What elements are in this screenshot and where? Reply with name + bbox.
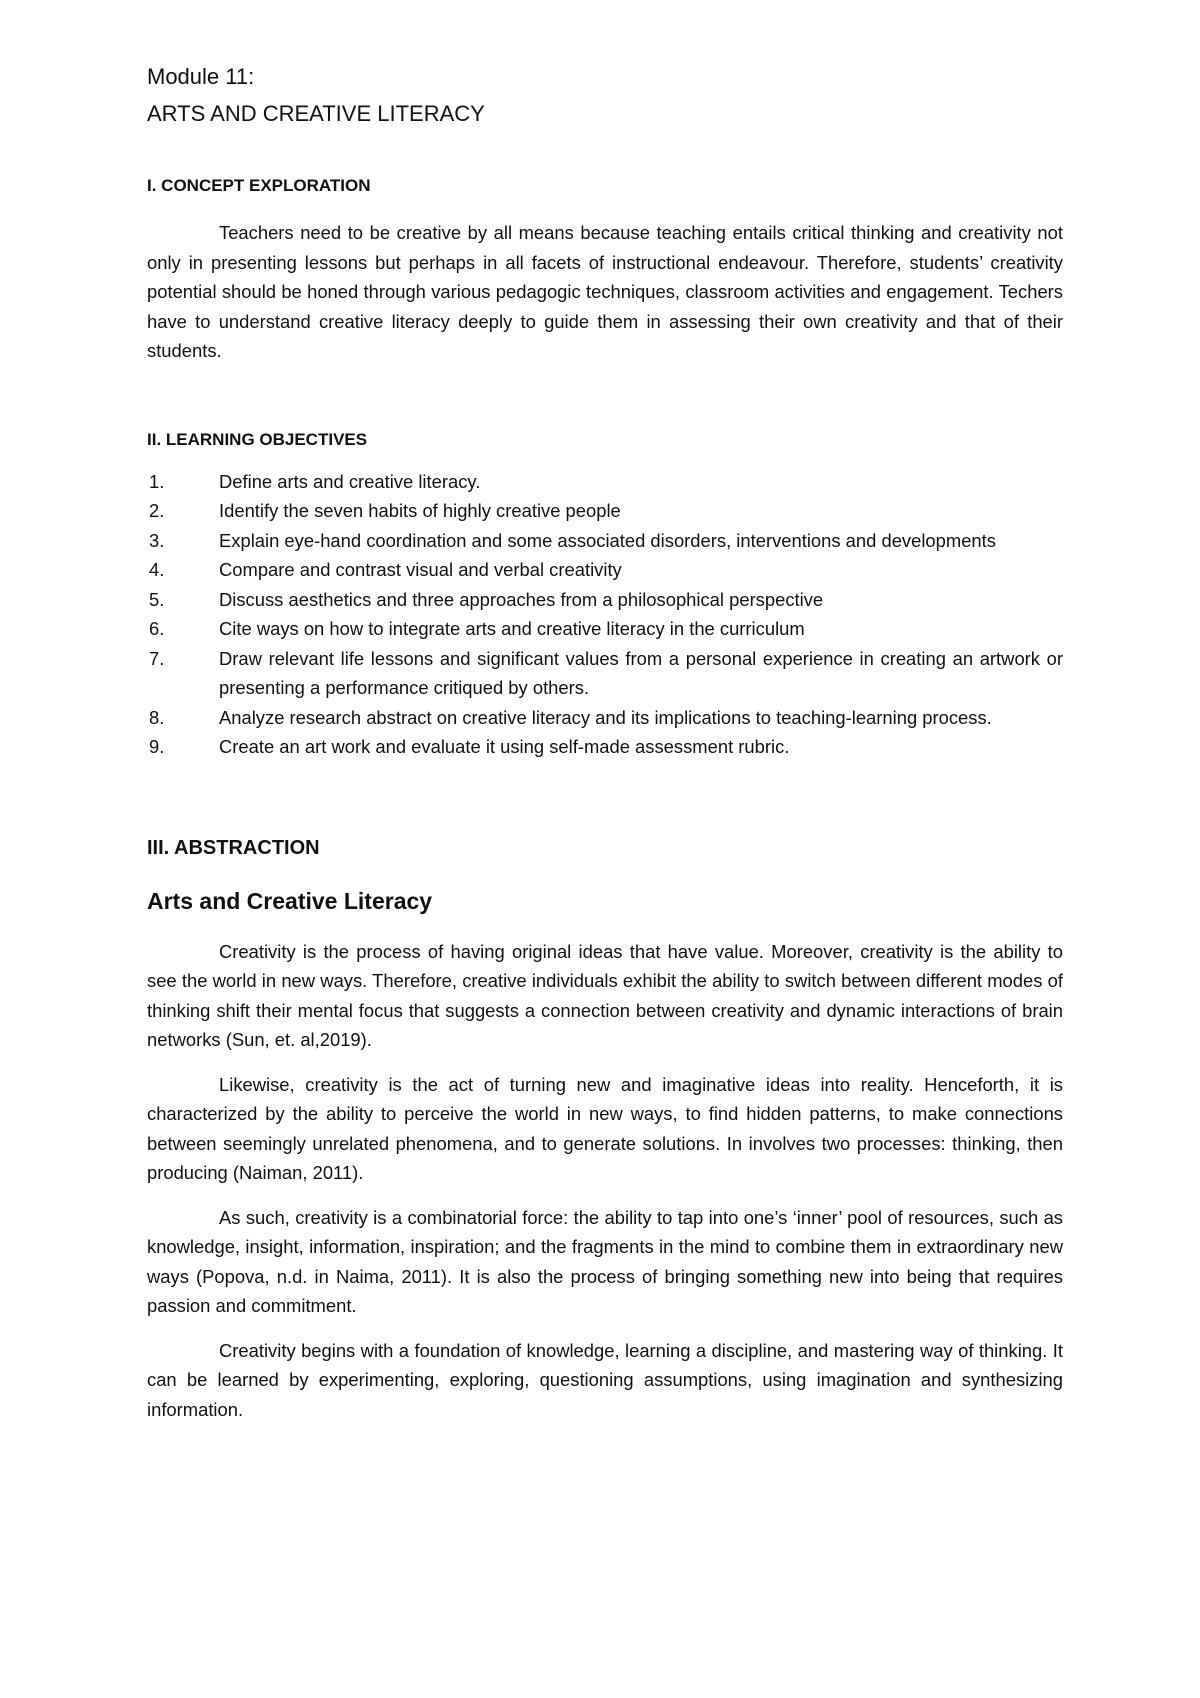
objective-item: [147, 703, 1063, 733]
concept-exploration-heading: I. CONCEPT EXPLORATION: [147, 176, 371, 195]
abstraction-paragraph: Likewise, creativity is the act of turning new and imaginative ideas into reality. Henceforth, it is characterized by the ability to perceive the world in new ways, to find hidden patterns, to make connections between seemingly unrelated phenomena, and to generate solutions. In involves two processes: thinking, then producing (Naiman, 2011).: [147, 1073, 1063, 1183]
objective-text: Analyze research abstract on creative literacy and its implications to teaching-learning process.: [219, 706, 992, 728]
objective-text: Draw relevant life lessons and significant values from a personal experience in creating an artwork or presenting a performance critiqued by others.: [219, 647, 1063, 698]
objective-text: Compare and contrast visual and verbal creativity: [219, 559, 622, 580]
objective-item: [147, 614, 1063, 644]
objective-number: 5.: [149, 588, 165, 610]
objective-text: Explain eye-hand coordination and some associated disorders, interventions and developments: [219, 529, 996, 551]
objective-item: [147, 555, 1063, 585]
document-content: [147, 62, 1063, 1424]
concept-paragraph: Teachers need to be creative by all means because teaching entails critical thinking and creativity not only in presenting lessons but perhaps in all facets of instructional endeavour. Therefore, students’ creativity potential should be honed through various pedagogic techniques, classroom activities and engagement. Techers have to understand creative literacy deeply to guide them in assessing their own creativity and that of their students.: [147, 222, 1063, 361]
abstraction-paragraph: Creativity is the process of having original ideas that have value. Moreover, creativity is the ability to see the world in new ways. Therefore, creative individuals exhibit the ability to switch between different modes of thinking shift their mental focus that suggests a connection between creativity and dynamic interactions of brain networks (Sun, et. al,2019).: [147, 940, 1063, 1050]
objective-number: 2.: [149, 500, 165, 521]
objective-text: Define arts and creative literacy.: [219, 470, 481, 492]
objective-number: 6.: [149, 618, 165, 639]
objective-number: 7.: [149, 647, 165, 669]
abstraction-paragraph: As such, creativity is a combinatorial force: the ability to tap into one’s ‘inner’ pool of resources, such as knowledge, insight, information, inspiration; and the fragments in the mind to combine them in extraordinary new ways (Popova, n.d. in Naima, 2011). It is also the process of bringing something new into being that requires passion and commitment.: [147, 1206, 1063, 1316]
objective-item: [147, 496, 1063, 526]
objective-text: Create an art work and evaluate it using self-made assessment rubric.: [219, 736, 790, 757]
module-title: Module 11:: [147, 64, 255, 89]
objective-text: Identify the seven habits of highly creative people: [219, 500, 621, 521]
article-title: Arts and Creative Literacy: [147, 887, 433, 914]
objective-item: [147, 732, 1063, 762]
objective-text: Discuss aesthetics and three approaches from a philosophical perspective: [219, 588, 824, 610]
objective-item: [147, 585, 1063, 615]
objectives-list: [147, 467, 1063, 762]
objective-number: 3.: [149, 529, 165, 551]
objective-number: 4.: [149, 559, 165, 580]
objective-number: 8.: [149, 706, 165, 728]
abstraction-heading: III. ABSTRACTION: [147, 836, 320, 859]
learning-objectives-heading: II. LEARNING OBJECTIVES: [147, 429, 368, 449]
objective-item: [147, 526, 1063, 556]
objective-text: Cite ways on how to integrate arts and creative literacy in the curriculum: [219, 618, 805, 639]
objective-item: [147, 644, 1063, 703]
module-subtitle: ARTS AND CREATIVE LITERACY: [147, 101, 485, 126]
abstraction-paragraph: Creativity begins with a foundation of knowledge, learning a discipline, and mastering way of thinking. It can be learned by experimenting, exploring, questioning assumptions, using imagination and synthesizing information.: [147, 1339, 1063, 1420]
objective-number: 9.: [149, 736, 165, 757]
objective-number: 1.: [149, 470, 165, 492]
objective-item: [147, 467, 1063, 497]
